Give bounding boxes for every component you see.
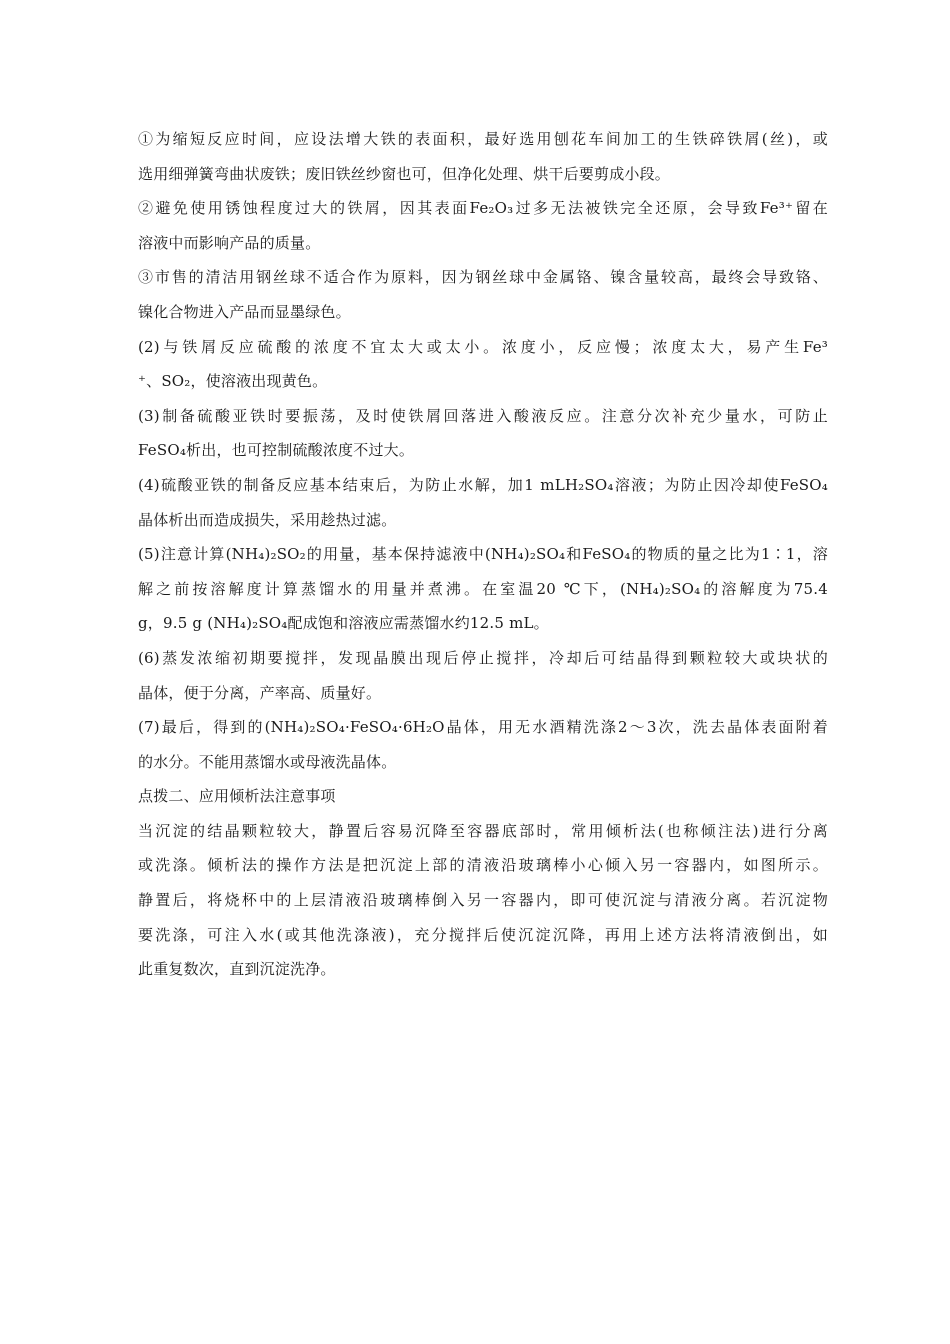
text-line: 解之前按溶解度计算蒸馏水的用量并煮沸。在室温20 ℃下，(NH₄)₂SO₄的溶解度为75.4: [138, 579, 828, 598]
text-line: 选用细弹簧弯曲状废铁；废旧铁丝纱窗也可，但净化处理、烘干后要剪成小段。: [138, 164, 671, 183]
text-line: (4)硫酸亚铁的制备反应基本结束后，为防止水解，加1 mLH₂SO₄溶液；为防止因冷却使FeSO₄: [138, 475, 828, 494]
text-line: (3)制备硫酸亚铁时要振荡，及时使铁屑回落进入酸液反应。注意分次补充少量水，可防止: [138, 406, 828, 425]
text-line: ⁺、SO₂，使溶液出现黄色。: [138, 372, 328, 391]
text-line: 溶液中而影响产品的质量。: [138, 233, 321, 252]
text-line: 要洗涤，可注入水(或其他洗涤液)，充分搅拌后使沉淀沉降，再用上述方法将清液倒出，如: [138, 925, 828, 944]
text-line: (2)与铁屑反应硫酸的浓度不宜太大或太小。浓度小，反应慢；浓度太大，易产生Fe³: [138, 337, 828, 356]
text-line: 晶体析出而造成损失，采用趁热过滤。: [138, 510, 397, 529]
text-line: 晶体，便于分离，产率高、质量好。: [138, 683, 382, 702]
text-line: FeSO₄析出，也可控制硫酸浓度不过大。: [138, 441, 415, 460]
text-line: 的水分。不能用蒸馏水或母液洗晶体。: [138, 752, 397, 771]
text-line: ②避免使用锈蚀程度过大的铁屑，因其表面Fe₂O₃过多无法被铁完全还原，会导致Fe³⁺留在: [138, 199, 828, 218]
document-body: [138, 122, 828, 987]
text-line: ③市售的清洁用钢丝球不适合作为原料，因为钢丝球中金属铬、镍含量较高，最终会导致铬、: [138, 268, 828, 287]
text-line: ①为缩短反应时间，应设法增大铁的表面积，最好选用刨花车间加工的生铁碎铁屑(丝)，或: [138, 130, 828, 148]
text-line: (6)蒸发浓缩初期要搅拌，发现晶膜出现后停止搅拌，冷却后可结晶得到颗粒较大或块状的: [138, 648, 828, 667]
text-lines: [138, 122, 828, 987]
text-line: 镍化合物进入产品而显墨绿色。: [138, 302, 351, 321]
text-line: 此重复数次，直到沉淀洗净。: [138, 960, 336, 979]
text-line: 点拨二、应用倾析法注意事项: [138, 787, 336, 806]
text-line: (5)注意计算(NH₄)₂SO₂的用量，基本保持滤液中(NH₄)₂SO₄和FeSO₄的物质的量之比为1∶1，溶: [138, 545, 828, 564]
text-line: (7)最后，得到的(NH₄)₂SO₄·FeSO₄·6H₂O晶体，用无水酒精洗涤2～3次，洗去晶体表面附着: [138, 718, 828, 737]
text-line: 静置后，将烧杯中的上层清液沿玻璃棒倒入另一容器内，即可使沉淀与清液分离。若沉淀物: [138, 891, 828, 910]
text-line: 或洗涤。倾析法的操作方法是把沉淀上部的清液沿玻璃棒小心倾入另一容器内，如图所示。: [138, 856, 828, 875]
text-line: 当沉淀的结晶颗粒较大，静置后容易沉降至容器底部时，常用倾析法(也称倾注法)进行分离: [138, 821, 828, 840]
text-line: g，9.5 g (NH₄)₂SO₄配成饱和溶液应需蒸馏水约12.5 mL。: [138, 614, 549, 633]
